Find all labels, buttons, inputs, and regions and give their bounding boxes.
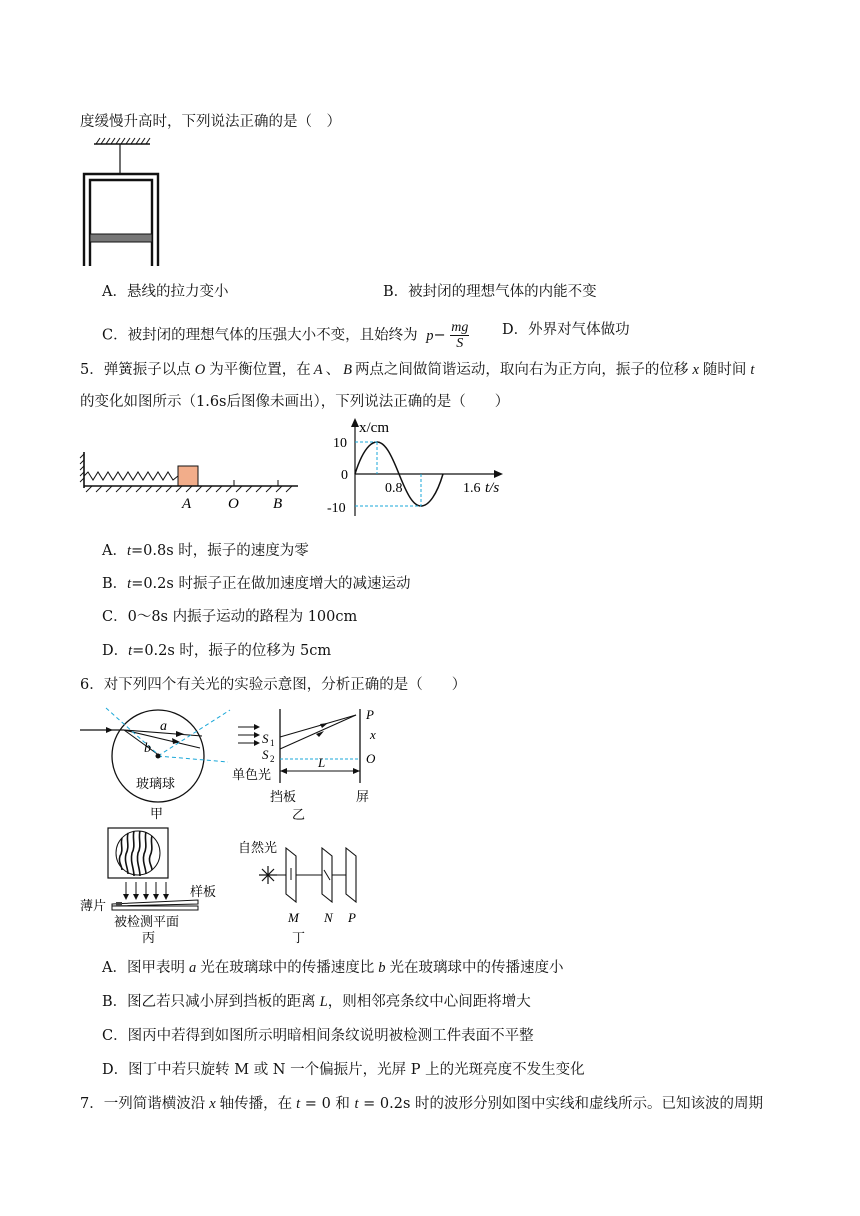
graph-xlabel: t/s — [485, 480, 500, 496]
spring-label-o: O — [228, 496, 239, 512]
svg-text:P: P — [366, 707, 374, 722]
svg-text:O: O — [366, 751, 376, 766]
q6-option-d: D．图丁中若只旋转 M 或 N 一个偏振片，光屏 P 上的光斑亮度不发生变化 — [102, 1062, 585, 1078]
q6-option-b: B．图乙若只减小屏到挡板的距离 L，则相邻亮条纹中心间距将增大 — [102, 994, 531, 1010]
svg-text:N: N — [324, 910, 333, 925]
svg-text:丙: 丙 — [142, 930, 156, 945]
svg-text:甲: 甲 — [150, 806, 164, 821]
q4-option-c: C．被封闭的理想气体的压强大小不变，且始终为 p− $\frac{mg}{S}$ — [102, 320, 469, 351]
q4-option-b: B．被封闭的理想气体的内能不变 — [383, 284, 597, 300]
svg-text:x: x — [370, 727, 376, 742]
svg-text:M: M — [288, 910, 299, 925]
svg-text:薄片: 薄片 — [80, 898, 107, 913]
q6-option-c: C．图丙中若得到如图所示明暗相间条纹说明被检测工件表面不平整 — [102, 1028, 534, 1044]
q5-xt-graph — [325, 418, 515, 522]
q4-stem-tail: 度缓慢升高时，下列说法正确的是（ ） — [80, 114, 341, 130]
svg-text:S: S — [262, 731, 269, 746]
spring-label-b: B — [273, 496, 283, 512]
q6-figure-jia — [80, 700, 240, 820]
q5-option-b: B．t=0.2s 时振子正在做加速度增大的减速运动 — [102, 576, 411, 592]
graph-xtick-16: 1.6 — [463, 481, 481, 496]
svg-text:屏: 屏 — [356, 789, 370, 804]
svg-text:丁: 丁 — [292, 930, 306, 945]
q6-figure-ding — [238, 838, 378, 948]
svg-text:乙: 乙 — [292, 807, 306, 822]
svg-text:单色光: 单色光 — [232, 767, 272, 782]
svg-text:被检测平面: 被检测平面 — [114, 914, 180, 929]
svg-text:L: L — [318, 755, 326, 770]
q6-option-a: A．图甲表明 a 光在玻璃球中的传播速度比 b 光在玻璃球中的传播速度小 — [102, 960, 564, 976]
svg-text:样板: 样板 — [190, 884, 217, 899]
q5-option-d: D．t=0.2s 时，振子的位移为 5cm — [102, 643, 332, 659]
q4-cylinder-figure — [80, 138, 170, 268]
q4-option-d: D．外界对气体做功 — [502, 322, 630, 338]
fraction-mg-over-s: $\frac{mg}{S}$ — [451, 320, 469, 351]
svg-text:2: 2 — [270, 754, 275, 764]
svg-text:玻璃球: 玻璃球 — [136, 776, 176, 791]
graph-ytick-neg10: -10 — [327, 501, 346, 516]
svg-text:S: S — [262, 747, 269, 762]
q5-stem-line1: 5．弹簧振子以点 O 为平衡位置，在 A 、 B 两点之间做简谐运动，取向右为正方向，振子的位移 x 随时间 t — [80, 362, 755, 378]
svg-text:P: P — [348, 910, 356, 925]
svg-text:b: b — [144, 741, 151, 756]
svg-text:挡板: 挡板 — [270, 789, 297, 804]
q7-stem: 7．一列简谐横波沿 x 轴传播，在 t = 0 和 t = 0.2s 时的波形分别如图中实线和虚线所示。已知该波的周期 — [80, 1096, 764, 1112]
svg-text:自然光: 自然光 — [238, 840, 278, 855]
q6-figure-yi — [232, 705, 392, 823]
q5-spring-figure — [80, 450, 310, 512]
graph-ytick-0: 0 — [341, 468, 348, 483]
q4-option-a: A．悬线的拉力变小 — [102, 284, 229, 300]
q6-stem: 6．对下列四个有关光的实验示意图，分析正确的是（ ） — [80, 677, 467, 693]
q5-option-a: A．t=0.8s 时，振子的速度为零 — [102, 543, 309, 559]
graph-ytick-10: 10 — [333, 436, 347, 451]
svg-text:a: a — [160, 719, 167, 734]
svg-text:1: 1 — [270, 738, 275, 748]
graph-ylabel: x/cm — [359, 420, 389, 436]
q6-figure-bing — [80, 826, 230, 944]
spring-label-a: A — [182, 496, 192, 512]
q5-stem-line2: 的变化如图所示（1.6s后图像未画出），下列说法正确的是（ ） — [80, 394, 510, 410]
q5-option-c: C．0～8s 内振子运动的路程为 100cm — [102, 609, 358, 625]
graph-xtick-08: 0.8 — [385, 481, 403, 496]
